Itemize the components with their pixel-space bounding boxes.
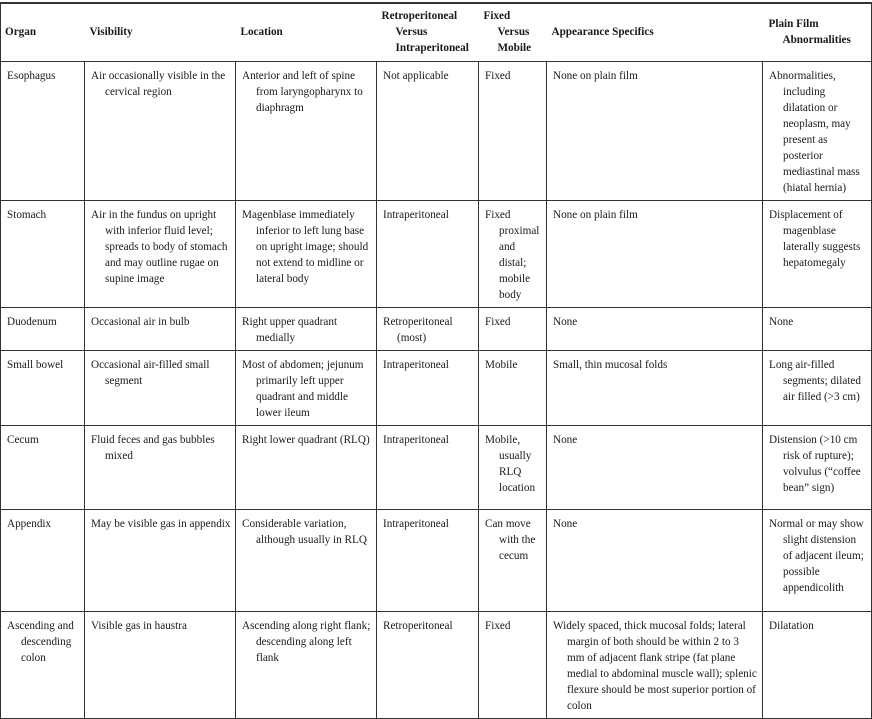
cell-visibility bbox=[85, 200, 236, 307]
cell-appearance bbox=[547, 611, 763, 718]
cell-organ-text: Appendix bbox=[7, 517, 52, 530]
cell-visibility bbox=[85, 611, 236, 718]
cell-visibility-text: Fluid feces and gas bubbles mixed bbox=[91, 433, 215, 462]
header-abnormalities-label: Plain Film Abnormalities bbox=[768, 18, 851, 47]
header-fixed-mobile bbox=[479, 3, 547, 61]
cell-location-text: Anterior and left of spine from laryngopharynx to diaphragm bbox=[242, 69, 363, 114]
table-row bbox=[1, 509, 872, 611]
cell-organ bbox=[1, 61, 85, 200]
cell-peritoneal-text: Retroperitoneal (most) bbox=[383, 315, 453, 344]
cell-abnormalities-text: Long air-filled segments; dilated air filled (>3 cm) bbox=[769, 358, 861, 403]
cell-location-text: Magenblase immediately inferior to left lung base on upright image; should not extend to midline or lateral body bbox=[242, 208, 369, 285]
header-location-label: Location bbox=[240, 26, 283, 39]
cell-abnormalities-text: Normal or may show slight distension of adjacent ileum; possible appendicolith bbox=[769, 517, 864, 594]
cell-abnormalities-text: Dilatation bbox=[769, 619, 814, 632]
cell-fixed-mobile-text: Fixed bbox=[485, 315, 511, 328]
cell-appearance-text: None bbox=[553, 433, 578, 446]
cell-organ bbox=[1, 611, 85, 718]
cell-location-text: Most of abdomen; jejunum primarily left upper quadrant and middle lower ileum bbox=[242, 358, 364, 419]
table-row bbox=[1, 350, 872, 425]
cell-visibility-text: Air in the fundus on upright with inferior fluid level; spreads to body of stomach and may outline rugae on supine image bbox=[91, 208, 228, 285]
cell-abnormalities bbox=[763, 200, 872, 307]
cell-peritoneal bbox=[377, 307, 479, 350]
cell-location bbox=[236, 307, 377, 350]
cell-organ-text: Cecum bbox=[7, 433, 39, 446]
cell-fixed-mobile bbox=[479, 611, 547, 718]
cell-appearance bbox=[547, 509, 763, 611]
header-visibility-label: Visibility bbox=[89, 26, 133, 39]
cell-organ bbox=[1, 425, 85, 509]
cell-peritoneal bbox=[377, 61, 479, 200]
header-fixed-mobile-label: Fixed Versus Mobile bbox=[483, 10, 532, 55]
cell-peritoneal-text: Intraperitoneal bbox=[383, 208, 449, 221]
header-appearance bbox=[547, 3, 763, 61]
cell-abnormalities bbox=[763, 350, 872, 425]
cell-peritoneal bbox=[377, 350, 479, 425]
header-organ bbox=[1, 3, 85, 61]
header-location bbox=[236, 3, 377, 61]
cell-organ-text: Esophagus bbox=[7, 69, 56, 82]
cell-appearance-text: Widely spaced, thick mucosal folds; lateral margin of both should be within 2 to 3 mm of adjacent flank stripe (fat plane medial to abdominal muscle wall); splenic flexure should be most superior portion of colon bbox=[553, 619, 757, 712]
cell-fixed-mobile bbox=[479, 425, 547, 509]
cell-visibility bbox=[85, 61, 236, 200]
cell-appearance bbox=[547, 350, 763, 425]
table-row bbox=[1, 200, 872, 307]
cell-fixed-mobile bbox=[479, 61, 547, 200]
cell-visibility bbox=[85, 307, 236, 350]
cell-organ bbox=[1, 200, 85, 307]
cell-appearance-text: None on plain film bbox=[553, 208, 638, 221]
cell-organ bbox=[1, 307, 85, 350]
header-peritoneal-label: Retroperitoneal Versus Intraperitoneal bbox=[381, 10, 469, 55]
cell-abnormalities-text: Displacement of magenblase laterally suggests hepatomegaly bbox=[769, 208, 861, 269]
cell-peritoneal bbox=[377, 200, 479, 307]
cell-location-text: Ascending along right flank; descending along left flank bbox=[242, 619, 371, 664]
cell-appearance bbox=[547, 425, 763, 509]
cell-visibility bbox=[85, 509, 236, 611]
cell-peritoneal-text: Intraperitoneal bbox=[383, 358, 449, 371]
cell-visibility-text: Occasional air in bulb bbox=[91, 315, 190, 328]
cell-appearance bbox=[547, 307, 763, 350]
cell-abnormalities-text: None bbox=[769, 315, 794, 328]
cell-abnormalities bbox=[763, 509, 872, 611]
cell-appearance-text: None bbox=[553, 315, 578, 328]
cell-appearance-text: None on plain film bbox=[553, 69, 638, 82]
cell-peritoneal-text: Intraperitoneal bbox=[383, 517, 449, 530]
header-appearance-label: Appearance Specifics bbox=[551, 26, 654, 39]
table-header bbox=[1, 3, 872, 61]
cell-location bbox=[236, 509, 377, 611]
table-row bbox=[1, 425, 872, 509]
cell-abnormalities-text: Distension (>10 cm risk of rupture); volvulus (“coffee bean” sign) bbox=[769, 433, 861, 494]
cell-location-text: Considerable variation, although usually in RLQ bbox=[242, 517, 367, 546]
header-row bbox=[1, 3, 872, 61]
cell-organ bbox=[1, 350, 85, 425]
organ-visibility-table bbox=[0, 2, 872, 719]
cell-location bbox=[236, 611, 377, 718]
cell-visibility-text: May be visible gas in appendix bbox=[91, 517, 231, 530]
cell-peritoneal-text: Not applicable bbox=[383, 69, 449, 82]
cell-visibility-text: Air occasionally visible in the cervical region bbox=[91, 69, 226, 98]
cell-fixed-mobile-text: Mobile bbox=[485, 358, 518, 371]
cell-location bbox=[236, 425, 377, 509]
cell-location bbox=[236, 200, 377, 307]
cell-fixed-mobile-text: Fixed bbox=[485, 69, 511, 82]
cell-abnormalities bbox=[763, 61, 872, 200]
header-organ-label: Organ bbox=[5, 26, 37, 39]
cell-visibility-text: Visible gas in haustra bbox=[91, 619, 187, 632]
cell-abnormalities bbox=[763, 425, 872, 509]
cell-fixed-mobile bbox=[479, 509, 547, 611]
cell-location-text: Right upper quadrant medially bbox=[242, 315, 338, 344]
cell-peritoneal-text: Intraperitoneal bbox=[383, 433, 449, 446]
cell-organ-text: Stomach bbox=[7, 208, 47, 221]
header-peritoneal bbox=[377, 3, 479, 61]
cell-fixed-mobile bbox=[479, 350, 547, 425]
table-row bbox=[1, 61, 872, 200]
cell-abnormalities bbox=[763, 611, 872, 718]
cell-peritoneal-text: Retroperitoneal bbox=[383, 619, 453, 632]
cell-organ-text: Ascending and descending colon bbox=[7, 619, 74, 664]
cell-abnormalities bbox=[763, 307, 872, 350]
cell-fixed-mobile bbox=[479, 307, 547, 350]
table-row bbox=[1, 611, 872, 718]
header-abnormalities bbox=[763, 3, 872, 61]
cell-fixed-mobile bbox=[479, 200, 547, 307]
cell-abnormalities-text: Abnormalities, including dilatation or neoplasm, may present as posterior mediastinal mass (hiatal hernia) bbox=[769, 69, 860, 194]
cell-appearance-text: Small, thin mucosal folds bbox=[553, 358, 668, 371]
cell-appearance bbox=[547, 61, 763, 200]
cell-organ bbox=[1, 509, 85, 611]
cell-location bbox=[236, 61, 377, 200]
cell-appearance-text: None bbox=[553, 517, 578, 530]
cell-fixed-mobile-text: Mobile, usually RLQ location bbox=[485, 433, 536, 494]
cell-fixed-mobile-text: Fixed bbox=[485, 619, 511, 632]
table-body bbox=[1, 61, 872, 718]
cell-visibility bbox=[85, 350, 236, 425]
cell-peritoneal bbox=[377, 509, 479, 611]
cell-location-text: Right lower quadrant (RLQ) bbox=[242, 433, 370, 446]
cell-fixed-mobile-text: Can move with the cecum bbox=[485, 517, 536, 562]
cell-organ-text: Duodenum bbox=[7, 315, 57, 328]
cell-peritoneal bbox=[377, 611, 479, 718]
cell-appearance bbox=[547, 200, 763, 307]
cell-visibility-text: Occasional air-filled small segment bbox=[91, 358, 210, 387]
cell-fixed-mobile-text: Fixed proximal and distal; mobile body bbox=[485, 208, 540, 301]
header-visibility bbox=[85, 3, 236, 61]
table-row bbox=[1, 307, 872, 350]
cell-peritoneal bbox=[377, 425, 479, 509]
cell-location bbox=[236, 350, 377, 425]
cell-visibility bbox=[85, 425, 236, 509]
cell-organ-text: Small bowel bbox=[7, 358, 64, 371]
